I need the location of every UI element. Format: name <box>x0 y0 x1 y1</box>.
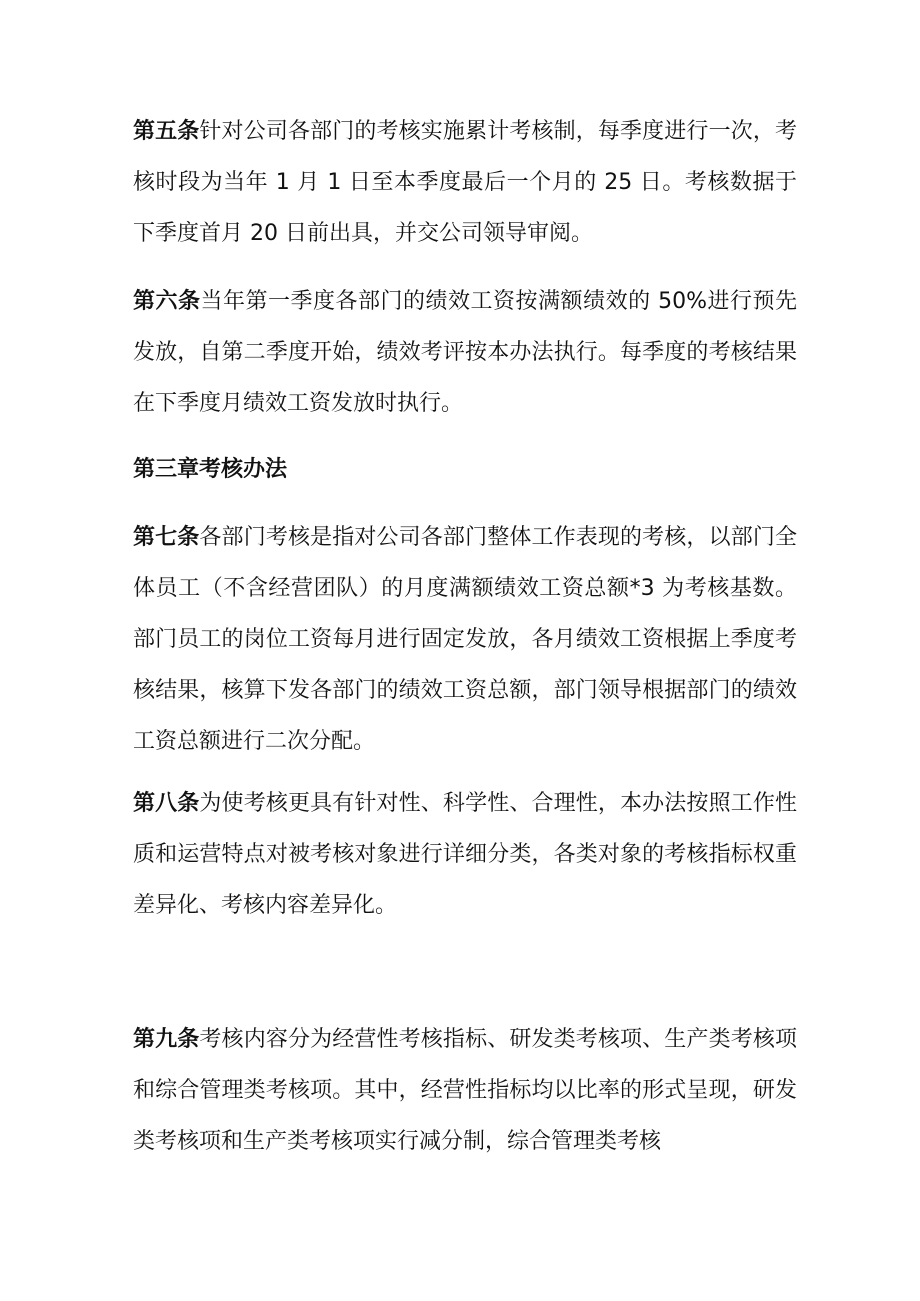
article-6-label: 第六条 <box>133 289 201 314</box>
article-7-paragraph <box>133 512 797 767</box>
article-9-text: 考核内容分为经营性考核指标、研发类考核项、生产类考核项和综合管理类考核项。其中，经营性指标均以比率的形式呈现，研发类考核项和生产类考核项实行减分制，综合管理类考核 <box>133 1027 797 1154</box>
chapter-3-heading: 第三章考核办法 <box>133 457 288 482</box>
article-5-label: 第五条 <box>133 119 200 144</box>
article-6-paragraph <box>133 276 797 429</box>
article-8-label: 第八条 <box>133 791 200 816</box>
article-8-paragraph <box>133 778 797 931</box>
article-6-text: 当年第一季度各部门的绩效工资按满额绩效的 50%进行预先发放，自第二季度开始，绩效考评按本办法执行。每季度的考核结果在下季度月绩效工资发放时执行。 <box>133 289 797 416</box>
article-5-paragraph <box>133 106 797 259</box>
article-7-label: 第七条 <box>133 525 200 550</box>
article-7-text: 各部门考核是指对公司各部门整体工作表现的考核，以部门全体员工（不含经营团队）的月度满额绩效工资总额*3 为考核基数。部门员工的岗位工资每月进行固定发放，各月绩效工资根据上季度考核结果，核算下发各部门的绩效工资总额，部门领导根据部门的绩效工资总额进行二次分配。 <box>133 525 797 754</box>
article-9-label: 第九条 <box>133 1027 200 1052</box>
article-8-text: 为使考核更具有针对性、科学性、合理性，本办法按照工作性质和运营特点对被考核对象进行详细分类，各类对象的考核指标权重差异化、考核内容差异化。 <box>133 791 797 918</box>
article-9-paragraph <box>133 1014 797 1167</box>
article-5-text: 针对公司各部门的考核实施累计考核制，每季度进行一次，考核时段为当年 1 月 1 日至本季度最后一个月的 25 日。考核数据于下季度首月 20 日前出具，并交公司领导审阅。 <box>133 119 797 246</box>
